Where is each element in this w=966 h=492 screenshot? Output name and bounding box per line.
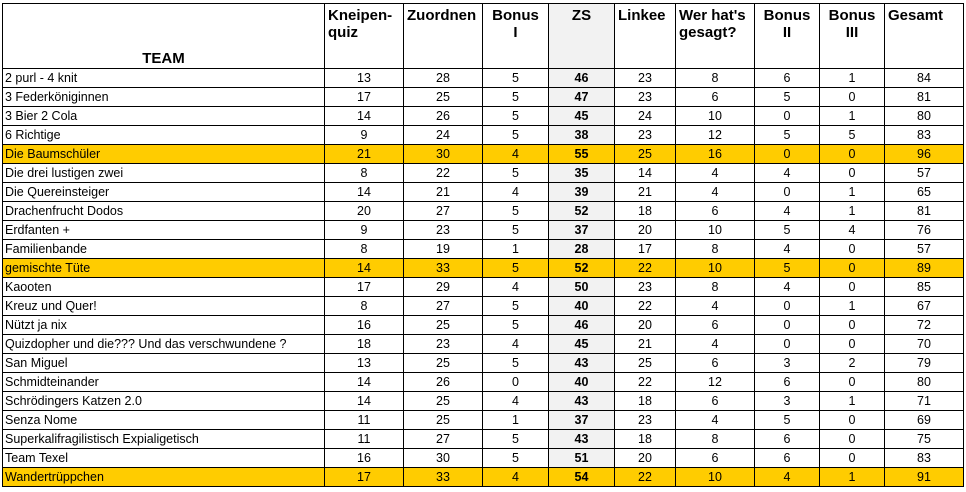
team-cell: Kreuz und Quer!	[3, 297, 325, 316]
bonus-3-cell: 1	[820, 392, 885, 411]
zs-cell: 46	[549, 69, 615, 88]
team-cell: Drachenfrucht Dodos	[3, 202, 325, 221]
linkee-cell: 22	[615, 468, 676, 487]
wer-hats-gesagt-cell: 8	[676, 240, 755, 259]
kneipenquiz-cell: 17	[325, 468, 404, 487]
bonus-2-cell: 6	[755, 69, 820, 88]
linkee-cell: 24	[615, 107, 676, 126]
header-team: TEAM	[3, 4, 325, 69]
bonus-3-cell: 0	[820, 164, 885, 183]
table-row	[3, 183, 964, 202]
team-cell: Team Texel	[3, 449, 325, 468]
table-row	[3, 259, 964, 278]
zs-cell: 35	[549, 164, 615, 183]
bonus-3-cell: 1	[820, 468, 885, 487]
table-row	[3, 430, 964, 449]
linkee-cell: 21	[615, 335, 676, 354]
linkee-cell: 25	[615, 354, 676, 373]
table-row	[3, 449, 964, 468]
bonus-1-cell: 5	[483, 354, 549, 373]
team-cell: Die drei lustigen zwei	[3, 164, 325, 183]
zs-cell: 39	[549, 183, 615, 202]
kneipenquiz-cell: 8	[325, 240, 404, 259]
table-body	[3, 69, 964, 487]
gesamt-cell: 67	[885, 297, 964, 316]
kneipenquiz-cell: 14	[325, 183, 404, 202]
gesamt-cell: 79	[885, 354, 964, 373]
zuordnen-cell: 30	[404, 449, 483, 468]
zs-cell: 47	[549, 88, 615, 107]
linkee-cell: 21	[615, 183, 676, 202]
bonus-3-cell: 0	[820, 145, 885, 164]
zs-cell: 51	[549, 449, 615, 468]
table-row	[3, 202, 964, 221]
gesamt-cell: 89	[885, 259, 964, 278]
team-cell: Schrödingers Katzen 2.0	[3, 392, 325, 411]
linkee-cell: 18	[615, 430, 676, 449]
zuordnen-cell: 26	[404, 373, 483, 392]
kneipenquiz-cell: 11	[325, 430, 404, 449]
team-cell: 6 Richtige	[3, 126, 325, 145]
gesamt-cell: 81	[885, 202, 964, 221]
bonus-1-cell: 4	[483, 335, 549, 354]
linkee-cell: 18	[615, 392, 676, 411]
gesamt-cell: 57	[885, 240, 964, 259]
kneipenquiz-cell: 17	[325, 278, 404, 297]
kneipenquiz-cell: 9	[325, 221, 404, 240]
table-row	[3, 335, 964, 354]
bonus-2-cell: 5	[755, 259, 820, 278]
bonus-2-cell: 6	[755, 449, 820, 468]
zuordnen-cell: 24	[404, 126, 483, 145]
kneipenquiz-cell: 16	[325, 316, 404, 335]
bonus-1-cell: 5	[483, 88, 549, 107]
wer-hats-gesagt-cell: 6	[676, 449, 755, 468]
gesamt-cell: 71	[885, 392, 964, 411]
bonus-2-cell: 0	[755, 183, 820, 202]
kneipenquiz-cell: 8	[325, 297, 404, 316]
bonus-1-cell: 5	[483, 202, 549, 221]
linkee-cell: 18	[615, 202, 676, 221]
zuordnen-cell: 25	[404, 88, 483, 107]
zuordnen-cell: 27	[404, 297, 483, 316]
kneipenquiz-cell: 14	[325, 373, 404, 392]
linkee-cell: 22	[615, 297, 676, 316]
table-row	[3, 468, 964, 487]
bonus-2-cell: 6	[755, 430, 820, 449]
gesamt-cell: 96	[885, 145, 964, 164]
kneipenquiz-cell: 17	[325, 88, 404, 107]
linkee-cell: 23	[615, 411, 676, 430]
bonus-3-cell: 2	[820, 354, 885, 373]
bonus-1-cell: 5	[483, 430, 549, 449]
kneipenquiz-cell: 20	[325, 202, 404, 221]
gesamt-cell: 57	[885, 164, 964, 183]
linkee-cell: 14	[615, 164, 676, 183]
bonus-2-cell: 4	[755, 164, 820, 183]
team-cell: 3 Bier 2 Cola	[3, 107, 325, 126]
bonus-3-cell: 5	[820, 126, 885, 145]
wer-hats-gesagt-cell: 4	[676, 164, 755, 183]
bonus-2-cell: 0	[755, 297, 820, 316]
kneipenquiz-cell: 13	[325, 69, 404, 88]
zs-cell: 43	[549, 430, 615, 449]
bonus-1-cell: 5	[483, 259, 549, 278]
zuordnen-cell: 29	[404, 278, 483, 297]
bonus-3-cell: 1	[820, 107, 885, 126]
header-bonus-2: Bonus II	[755, 4, 820, 69]
zs-cell: 45	[549, 335, 615, 354]
gesamt-cell: 80	[885, 107, 964, 126]
gesamt-cell: 65	[885, 183, 964, 202]
gesamt-cell: 69	[885, 411, 964, 430]
gesamt-cell: 83	[885, 126, 964, 145]
bonus-2-cell: 3	[755, 354, 820, 373]
bonus-2-cell: 4	[755, 278, 820, 297]
bonus-3-cell: 0	[820, 335, 885, 354]
team-cell: Nützt ja nix	[3, 316, 325, 335]
bonus-1-cell: 5	[483, 164, 549, 183]
wer-hats-gesagt-cell: 10	[676, 221, 755, 240]
wer-hats-gesagt-cell: 8	[676, 430, 755, 449]
gesamt-cell: 76	[885, 221, 964, 240]
zuordnen-cell: 22	[404, 164, 483, 183]
zuordnen-cell: 21	[404, 183, 483, 202]
bonus-1-cell: 5	[483, 107, 549, 126]
table-row	[3, 373, 964, 392]
gesamt-cell: 70	[885, 335, 964, 354]
bonus-2-cell: 6	[755, 373, 820, 392]
bonus-3-cell: 4	[820, 221, 885, 240]
team-cell: Die Baumschüler	[3, 145, 325, 164]
bonus-1-cell: 5	[483, 126, 549, 145]
bonus-3-cell: 0	[820, 430, 885, 449]
wer-hats-gesagt-cell: 16	[676, 145, 755, 164]
team-cell: gemischte Tüte	[3, 259, 325, 278]
bonus-3-cell: 1	[820, 183, 885, 202]
table-row	[3, 392, 964, 411]
kneipenquiz-cell: 9	[325, 126, 404, 145]
zuordnen-cell: 27	[404, 430, 483, 449]
wer-hats-gesagt-cell: 10	[676, 259, 755, 278]
bonus-2-cell: 5	[755, 411, 820, 430]
kneipenquiz-cell: 14	[325, 392, 404, 411]
zs-cell: 37	[549, 411, 615, 430]
zuordnen-cell: 19	[404, 240, 483, 259]
header-row	[3, 4, 964, 69]
header-zs: ZS	[549, 4, 615, 69]
gesamt-cell: 84	[885, 69, 964, 88]
zuordnen-cell: 26	[404, 107, 483, 126]
zuordnen-cell: 25	[404, 411, 483, 430]
team-cell: Die Quereinsteiger	[3, 183, 325, 202]
gesamt-cell: 75	[885, 430, 964, 449]
kneipenquiz-cell: 8	[325, 164, 404, 183]
team-cell: Schmidteinander	[3, 373, 325, 392]
wer-hats-gesagt-cell: 12	[676, 126, 755, 145]
zs-cell: 52	[549, 259, 615, 278]
header-gesamt: Gesamt	[885, 4, 964, 69]
table-row	[3, 107, 964, 126]
bonus-3-cell: 0	[820, 449, 885, 468]
table-row	[3, 278, 964, 297]
wer-hats-gesagt-cell: 4	[676, 411, 755, 430]
linkee-cell: 20	[615, 316, 676, 335]
wer-hats-gesagt-cell: 10	[676, 107, 755, 126]
bonus-3-cell: 0	[820, 278, 885, 297]
gesamt-cell: 85	[885, 278, 964, 297]
table-row	[3, 145, 964, 164]
zs-cell: 55	[549, 145, 615, 164]
bonus-1-cell: 5	[483, 221, 549, 240]
team-cell: Senza Nome	[3, 411, 325, 430]
bonus-2-cell: 0	[755, 107, 820, 126]
header-bonus-1: Bonus I	[483, 4, 549, 69]
bonus-1-cell: 5	[483, 297, 549, 316]
wer-hats-gesagt-cell: 4	[676, 297, 755, 316]
bonus-2-cell: 4	[755, 202, 820, 221]
zuordnen-cell: 23	[404, 335, 483, 354]
zs-cell: 28	[549, 240, 615, 259]
bonus-1-cell: 4	[483, 183, 549, 202]
zs-cell: 50	[549, 278, 615, 297]
table-row	[3, 354, 964, 373]
wer-hats-gesagt-cell: 6	[676, 316, 755, 335]
bonus-1-cell: 0	[483, 373, 549, 392]
linkee-cell: 23	[615, 278, 676, 297]
team-cell: Quizdopher und die??? Und das verschwundene ?	[3, 335, 325, 354]
header-kneipenquiz: Kneipen- quiz	[325, 4, 404, 69]
linkee-cell: 23	[615, 126, 676, 145]
bonus-3-cell: 0	[820, 240, 885, 259]
table-row	[3, 316, 964, 335]
table-row	[3, 126, 964, 145]
zuordnen-cell: 23	[404, 221, 483, 240]
linkee-cell: 22	[615, 373, 676, 392]
header-zuordnen: Zuordnen	[404, 4, 483, 69]
bonus-3-cell: 1	[820, 69, 885, 88]
wer-hats-gesagt-cell: 6	[676, 392, 755, 411]
gesamt-cell: 91	[885, 468, 964, 487]
zs-cell: 52	[549, 202, 615, 221]
zs-cell: 40	[549, 373, 615, 392]
table-row	[3, 69, 964, 88]
bonus-1-cell: 1	[483, 240, 549, 259]
kneipenquiz-cell: 16	[325, 449, 404, 468]
header-linkee: Linkee	[615, 4, 676, 69]
bonus-2-cell: 4	[755, 240, 820, 259]
bonus-2-cell: 0	[755, 145, 820, 164]
bonus-2-cell: 3	[755, 392, 820, 411]
zs-cell: 37	[549, 221, 615, 240]
zs-cell: 54	[549, 468, 615, 487]
score-table	[2, 3, 964, 487]
bonus-3-cell: 1	[820, 297, 885, 316]
bonus-1-cell: 4	[483, 392, 549, 411]
team-cell: Wandertrüppchen	[3, 468, 325, 487]
linkee-cell: 23	[615, 88, 676, 107]
wer-hats-gesagt-cell: 6	[676, 88, 755, 107]
team-cell: Superkalifragilistisch Expialigetisch	[3, 430, 325, 449]
bonus-1-cell: 4	[483, 468, 549, 487]
wer-hats-gesagt-cell: 10	[676, 468, 755, 487]
zs-cell: 45	[549, 107, 615, 126]
zs-cell: 40	[549, 297, 615, 316]
zs-cell: 43	[549, 354, 615, 373]
linkee-cell: 17	[615, 240, 676, 259]
kneipenquiz-cell: 14	[325, 259, 404, 278]
zuordnen-cell: 30	[404, 145, 483, 164]
table-row	[3, 164, 964, 183]
bonus-2-cell: 5	[755, 221, 820, 240]
bonus-3-cell: 1	[820, 202, 885, 221]
bonus-2-cell: 5	[755, 88, 820, 107]
kneipenquiz-cell: 18	[325, 335, 404, 354]
gesamt-cell: 83	[885, 449, 964, 468]
linkee-cell: 20	[615, 449, 676, 468]
table-row	[3, 297, 964, 316]
zuordnen-cell: 33	[404, 468, 483, 487]
bonus-3-cell: 0	[820, 88, 885, 107]
kneipenquiz-cell: 11	[325, 411, 404, 430]
wer-hats-gesagt-cell: 8	[676, 278, 755, 297]
zuordnen-cell: 25	[404, 392, 483, 411]
wer-hats-gesagt-cell: 4	[676, 335, 755, 354]
table-row	[3, 221, 964, 240]
bonus-2-cell: 5	[755, 126, 820, 145]
wer-hats-gesagt-cell: 6	[676, 354, 755, 373]
zs-cell: 43	[549, 392, 615, 411]
linkee-cell: 25	[615, 145, 676, 164]
kneipenquiz-cell: 13	[325, 354, 404, 373]
table-row	[3, 88, 964, 107]
wer-hats-gesagt-cell: 4	[676, 183, 755, 202]
bonus-3-cell: 0	[820, 259, 885, 278]
gesamt-cell: 81	[885, 88, 964, 107]
zuordnen-cell: 25	[404, 316, 483, 335]
bonus-2-cell: 0	[755, 335, 820, 354]
team-cell: Erdfanten +	[3, 221, 325, 240]
bonus-2-cell: 0	[755, 316, 820, 335]
team-cell: Familienbande	[3, 240, 325, 259]
header-bonus-3: Bonus III	[820, 4, 885, 69]
bonus-1-cell: 4	[483, 145, 549, 164]
zuordnen-cell: 33	[404, 259, 483, 278]
zs-cell: 46	[549, 316, 615, 335]
team-cell: San Miguel	[3, 354, 325, 373]
gesamt-cell: 72	[885, 316, 964, 335]
team-cell: 3 Federköniginnen	[3, 88, 325, 107]
bonus-1-cell: 5	[483, 69, 549, 88]
zuordnen-cell: 27	[404, 202, 483, 221]
header-wer-hats-gesagt: Wer hat's gesagt?	[676, 4, 755, 69]
zs-cell: 38	[549, 126, 615, 145]
table-row	[3, 240, 964, 259]
linkee-cell: 22	[615, 259, 676, 278]
kneipenquiz-cell: 14	[325, 107, 404, 126]
bonus-3-cell: 0	[820, 373, 885, 392]
linkee-cell: 20	[615, 221, 676, 240]
wer-hats-gesagt-cell: 12	[676, 373, 755, 392]
bonus-1-cell: 5	[483, 316, 549, 335]
wer-hats-gesagt-cell: 8	[676, 69, 755, 88]
team-cell: 2 purl - 4 knit	[3, 69, 325, 88]
bonus-2-cell: 4	[755, 468, 820, 487]
gesamt-cell: 80	[885, 373, 964, 392]
bonus-3-cell: 0	[820, 411, 885, 430]
wer-hats-gesagt-cell: 6	[676, 202, 755, 221]
bonus-3-cell: 0	[820, 316, 885, 335]
table-row	[3, 411, 964, 430]
bonus-1-cell: 4	[483, 278, 549, 297]
team-cell: Kaooten	[3, 278, 325, 297]
bonus-1-cell: 1	[483, 411, 549, 430]
zuordnen-cell: 28	[404, 69, 483, 88]
bonus-1-cell: 5	[483, 449, 549, 468]
kneipenquiz-cell: 21	[325, 145, 404, 164]
linkee-cell: 23	[615, 69, 676, 88]
zuordnen-cell: 25	[404, 354, 483, 373]
